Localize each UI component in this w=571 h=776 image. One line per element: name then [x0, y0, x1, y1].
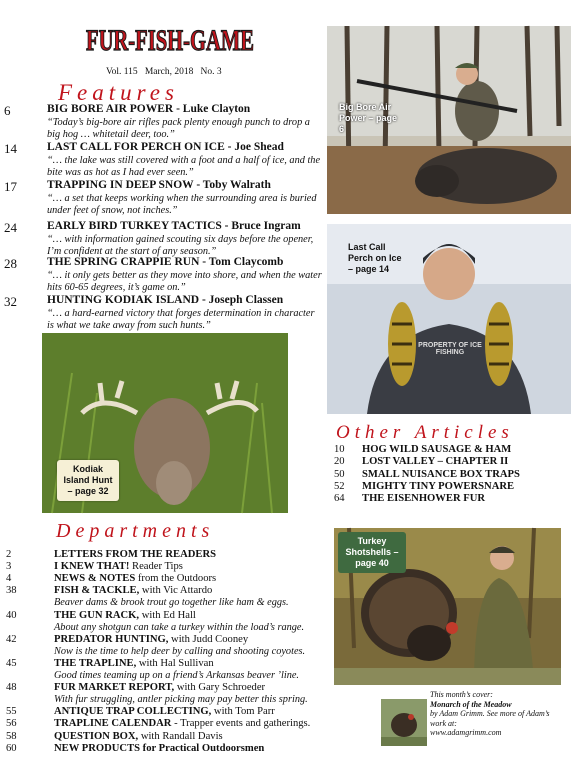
feature-headline: TRAPPING IN DEEP SNOW - Toby Walrath — [47, 179, 271, 191]
department-title: I KNEW THAT! Reader Tips — [54, 561, 183, 573]
article-page: 20 — [334, 456, 345, 468]
department-subtitle: Beaver dams & brook trout go together like ham & eggs. — [54, 597, 289, 609]
magazine-logo — [84, 10, 256, 60]
article-title: MIGHTY TINY POWERSNARE — [362, 480, 515, 492]
department-title: FUR MARKET REPORT, with Gary Schroeder — [54, 682, 266, 694]
issue-date: March, 2018 — [144, 67, 194, 77]
department-page: 3 — [6, 561, 12, 573]
department-page: 2 — [6, 549, 12, 560]
cover-credit: by Adam Grimm. See more of Adam’s work at: — [430, 709, 550, 728]
cover-line-1: This month’s cover: — [430, 690, 493, 699]
feature-quote: “… a hard-earned victory that forges determination in character is what we take away from such hunts.” — [47, 308, 315, 331]
department-page: 60 — [6, 742, 17, 754]
department-title: THE TRAPLINE, with Hal Sullivan — [54, 657, 214, 669]
article-title: THE EISENHOWER FUR — [362, 493, 486, 505]
department-title: PREDATOR HUNTING, with Judd Cooney — [54, 633, 249, 645]
department-title: QUESTION BOX, with Randall Davis — [54, 730, 223, 742]
other-articles-heading: Other Articles — [336, 422, 514, 443]
cover-note — [430, 690, 565, 738]
feature-quote: “… a set that keeps working when the surrounding area is buried under feet of snow, not inches.” — [47, 193, 317, 216]
department-page: 40 — [6, 609, 17, 621]
department-title: NEWS & NOTES from the Outdoors — [54, 573, 217, 585]
feature-quote: “… the lake was still covered with a foot and a half of ice, and the bite was as hot as I had ever seen.” — [47, 155, 321, 178]
department-title: THE GUN RACK, with Ed Hall — [54, 609, 196, 621]
article-page: 50 — [334, 468, 345, 480]
cover-title: Monarch of the Meadow — [430, 699, 512, 709]
article-title: LOST VALLEY – CHAPTER II — [362, 456, 509, 468]
logo-text: FUR-FISH-GAME — [86, 24, 254, 57]
department-subtitle: Now is the time to help deer by calling and shooting coyotes. — [54, 645, 306, 657]
feature-page: 17 — [4, 179, 17, 194]
department-subtitle: About any shotgun can take a turkey within the load’s range. — [54, 621, 305, 633]
department-subtitle: With fur struggling, antler picking may pay better this spring. — [54, 694, 308, 706]
department-page: 55 — [6, 706, 17, 718]
perch-caption: Last Call Perch on Ice – page 14 — [348, 242, 402, 274]
article-page: 64 — [334, 493, 345, 505]
feature-quote: “Today’s big-bore air rifles pack plenty enough punch to drop a big hog … whitetail deer, too.” — [47, 117, 310, 140]
department-title: ANTIQUE TRAP COLLECTING, with Tom Parr — [54, 706, 275, 718]
turkey-caption: Turkey Shotshells – page 40 — [338, 532, 406, 573]
cover-thumbnail — [381, 699, 427, 746]
feature-page: 24 — [4, 220, 17, 235]
department-title: FISH & TACKLE, with Vic Attardo — [54, 585, 213, 597]
feature-quote: “… with information gained scouting six days before the opener, I’m confident at the start of any season.” — [47, 234, 314, 257]
feature-headline: BIG BORE AIR POWER - Luke Clayton — [47, 103, 251, 115]
department-title: TRAPLINE CALENDAR - Trapper events and gatherings. — [54, 718, 311, 730]
feature-headline: THE SPRING CRAPPIE RUN - Tom Claycomb — [47, 256, 284, 268]
department-page: 42 — [6, 633, 17, 645]
feature-headline: HUNTING KODIAK ISLAND - Joseph Classen — [47, 294, 284, 306]
issue-info — [106, 67, 222, 77]
department-page: 58 — [6, 730, 17, 742]
department-page: 38 — [6, 585, 17, 597]
article-title: SMALL NUISANCE BOX TRAPS — [362, 468, 520, 480]
department-title: LETTERS FROM THE READERS — [54, 549, 216, 560]
department-page: 48 — [6, 682, 17, 694]
department-page: 56 — [6, 718, 17, 730]
article-page: 10 — [334, 444, 345, 455]
article-page: 52 — [334, 480, 345, 492]
shirt-text: PROPERTY OF ICE FISHING — [418, 342, 482, 356]
volume: Vol. 115 — [106, 67, 138, 77]
feature-page: 32 — [4, 294, 17, 309]
article-title: HOG WILD SAUSAGE & HAM — [362, 444, 512, 455]
feature-page: 28 — [4, 256, 17, 271]
department-page: 45 — [6, 657, 17, 669]
departments-heading: Departments — [56, 520, 215, 542]
features-heading: Features — [58, 80, 179, 105]
kodiak-caption: Kodiak Island Hunt – page 32 — [57, 460, 119, 501]
department-title: NEW PRODUCTS for Practical Outdoorsmen — [54, 742, 265, 754]
department-page: 4 — [6, 573, 12, 585]
feature-page: 6 — [4, 103, 11, 118]
feature-headline: EARLY BIRD TURKEY TACTICS - Bruce Ingram — [47, 220, 301, 232]
feature-headline: LAST CALL FOR PERCH ON ICE - Joe Shead — [47, 141, 284, 153]
department-subtitle: Good times teaming up on a friend’s Arkansas beaver ’line. — [54, 669, 300, 681]
issue-number: No. 3 — [200, 67, 222, 77]
feature-quote: “… it only gets better as they move into shore, and when the water hits 60-65 degrees, it’s game on.” — [47, 270, 322, 293]
feature-page: 14 — [4, 141, 17, 156]
cover-url: www.adamgrimm.com — [430, 728, 502, 737]
air-power-caption: Big Bore Air Power – page 6 — [339, 102, 398, 134]
